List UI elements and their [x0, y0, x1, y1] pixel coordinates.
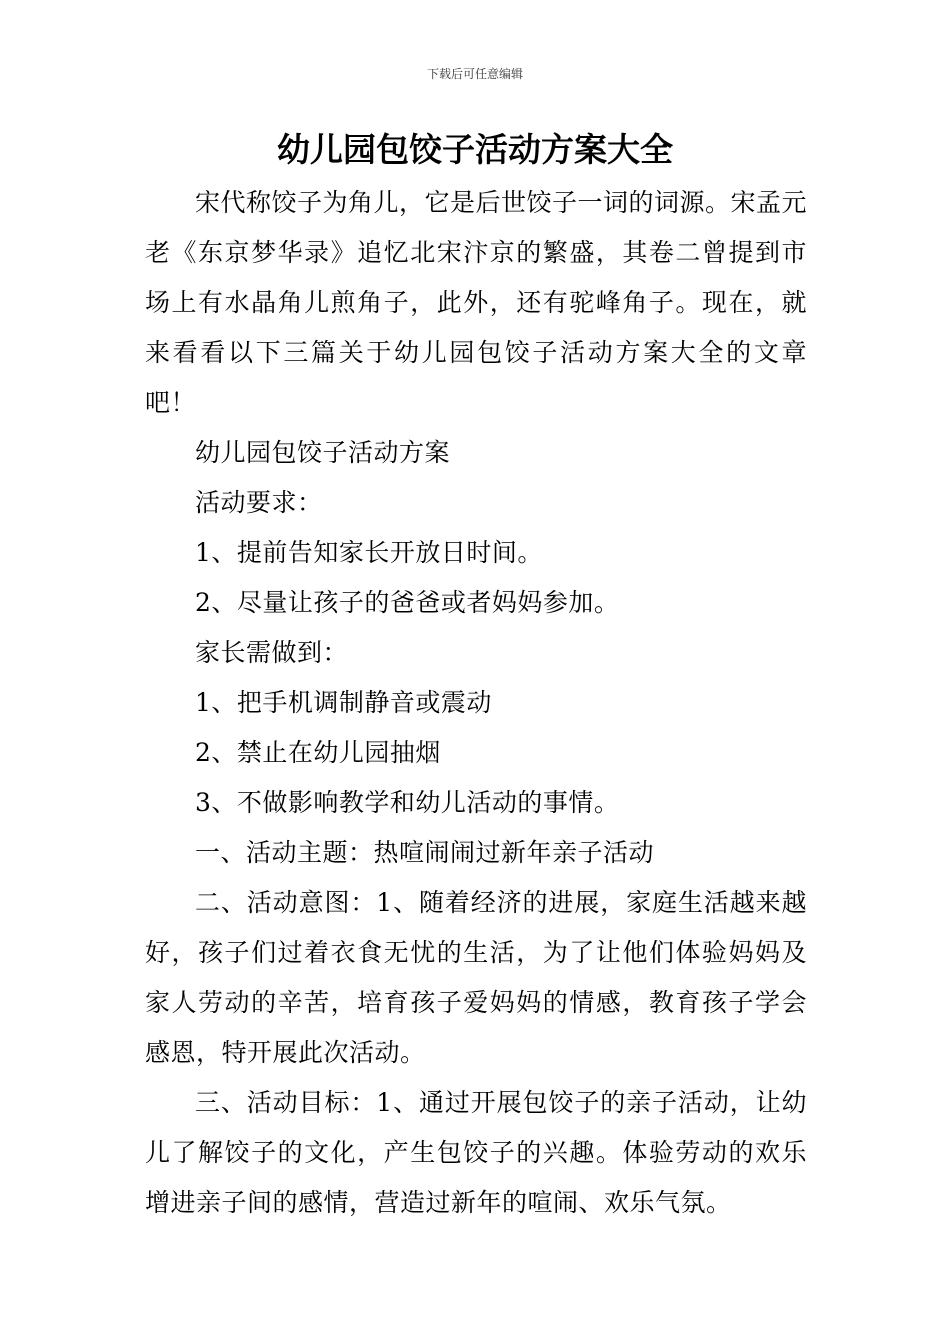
document-title: 幼儿园包饺子活动方案大全: [277, 130, 673, 169]
paragraph-goals: 三、活动目标：1、通过开展包饺子的亲子活动，让幼儿了解饺子的文化，产生包饺子的兴趣。体验劳动的欢乐增进亲子间的感情，营造过新年的喧闹、欢乐气氛。: [145, 1088, 807, 1217]
paragraph-requirements-heading: 活动要求：: [195, 488, 323, 517]
paragraph-requirement-2: 2、尽量让孩子的爸爸或者妈妈参加。: [195, 588, 620, 617]
paragraph-parents-1: 1、把手机调制静音或震动: [195, 688, 492, 717]
paragraph-intent: 二、活动意图：1、随着经济的进展，家庭生活越来越好，孩子们过着衣食无忧的生活，为了让他们体验妈妈及家人劳动的辛苦，培育孩子爱妈妈的情感，教育孩子学会感恩，特开展此次活动。: [145, 888, 807, 1067]
paragraph-parents-2: 2、禁止在幼儿园抽烟: [195, 738, 441, 767]
paragraph-requirement-1: 1、提前告知家长开放日时间。: [195, 538, 543, 567]
document-body: [145, 178, 807, 1228]
paragraph-intro: 宋代称饺子为角儿，它是后世饺子一词的词源。宋孟元老《东京梦华录》追忆北宋汴京的繁盛，其卷二曾提到市场上有水晶角儿煎角子，此外，还有驼峰角子。现在，就来看看以下三篇关于幼儿园包饺子活动方案大全的文章吧！: [145, 188, 808, 417]
paragraph-parents-3: 3、不做影响教学和幼儿活动的事情。: [195, 788, 620, 817]
paragraph-parents-heading: 家长需做到：: [195, 638, 349, 667]
paragraph-theme: 一、活动主题：热喧闹闹过新年亲子活动: [195, 838, 655, 867]
paragraph-section-title: 幼儿园包饺子活动方案: [195, 438, 451, 467]
header-note: 下载后可任意编辑: [426, 67, 523, 81]
